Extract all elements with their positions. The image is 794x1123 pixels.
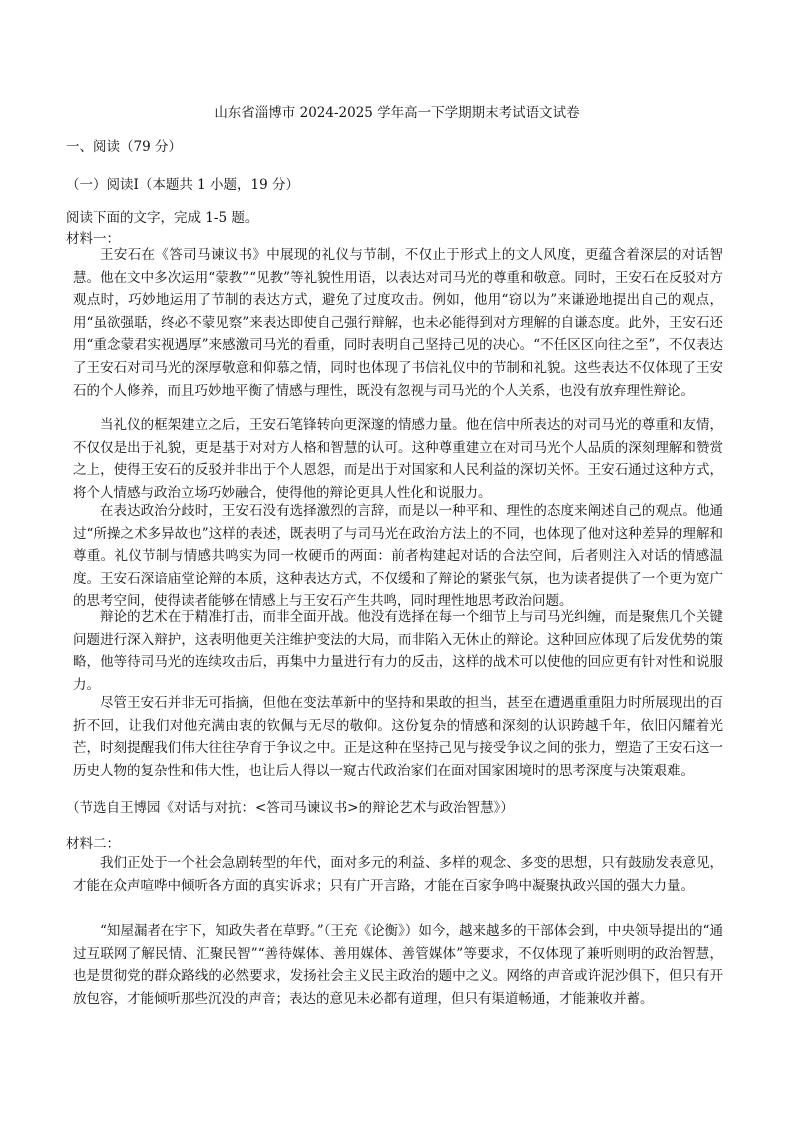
section-heading: 一、阅读（79 分）: [66, 139, 182, 155]
material1-paragraph-3: 在表达政治分歧时，王安石没有选择激烈的言辞，而是以一种平和、理性的态度来阐述自己的观点。他通过“所操之术多异故也”这样的表述，既表明了与司马光在政治方法上的不同，也体现了他对这种差异的理解和尊重。礼仪节制与情感共鸣实为同一枚硬币的两面：前者构建起对话的合法空间，后者则注入对话的情感温度。王安石深谙庙堂论辩的本质，这种表达方式，不仅缓和了辩论的紧张气氛，也为读者提供了一个更为宽广的思考空间，使得读者能够在情感上与王安石产生共鸣，同时理性地思考政治问题。: [73, 503, 723, 610]
instruction-text: 阅读下面的文字，完成 1-5 题。: [66, 210, 259, 226]
material2-paragraph-2: “知屋漏者在宇下，知政失者在草野。”（王充《论衡》）如今，越来越多的干部体会到，中央领导提出的“通过互联网了解民情、汇聚民智”“善待媒体、善用媒体、善管媒体”等要求，不仅体现了兼听则明的政治智慧，也是贯彻党的群众路线的必然要求，发扬社会主义民主政治的题中之义。网络的声音或许泥沙俱下，但只有开放包容，才能倾听那些沉没的声音；表达的意见未必都有道理，但只有渠道畅通，才能兼收并蓄。: [73, 923, 723, 1007]
material2-paragraph-1: 我们正处于一个社会急剧转型的年代，面对多元的利益、多样的观念、多变的思想，只有鼓励发表意见，才能在众声喧哗中倾听各方面的真实诉求；只有广开言路，才能在百家争鸣中凝聚执政兴国的强大力量。: [73, 855, 723, 894]
subsection-heading: （一）阅读Ⅰ（本题共 1 小题，19 分）: [66, 177, 299, 193]
material1-paragraph-5: 尽管王安石并非无可指摘，但他在变法革新中的坚持和果敢的担当，甚至在遭遇重重阻力时所展现出的百折不回，让我们对他充满由衷的钦佩与无尽的敬仰。这份复杂的情感和深刻的认识跨越千年，依旧闪耀着光芒，时刻提醒我们伟大往往孕育于争议之中。正是这种在坚持己见与接受争议之间的张力，塑造了王安石这一历史人物的复杂性和伟大性，也让后人得以一窥古代政治家们在面对国家困境时的思考深度与决策艰难。: [73, 695, 723, 779]
exam-title: 山东省淄博市 2024-2025 学年高一下学期期末考试语文试卷: [214, 105, 580, 121]
material1-paragraph-1: 王安石在《答司马谏议书》中展现的礼仪与节制，不仅止于形式上的文人风度，更蕴含着深层的对话智慧。他在文中多次运用“蒙教”“见教”等礼貌性用语，以表达对司马光的尊重和敬意。同时，王安石在反驳对方观点时，巧妙地运用了节制的表达方式，避免了过度攻击。例如，他用“窃以为”来谦逊地提出自己的观点，用“虽欲强聒，终必不蒙见察”来表达即使自己强行辩解，也未必能得到对方理解的自谦态度。此外，王安石还用“重念蒙君实视遇厚”来感激司马光的看重，同时表明自己坚持己见的决心。“不任区区向往之至”，不仅表达了王安石对司马光的深厚敬意和仰慕之情，同时也体现了书信礼仪中的节制和礼貌。这些表达不仅体现了王安石的个人修养，而且巧妙地平衡了情感与理性，既没有忽视与司马光的个人关系，也没有放弃理性辩论。: [73, 247, 723, 399]
material1-label: 材料一：: [66, 231, 120, 247]
material1-paragraph-4: 辩论的艺术在于精准打击，而非全面开战。他没有选择在每一个细节上与司马光纠缠，而是聚焦几个关键问题进行深入辩护，这表明他更关注维护变法的大局，而非陷入无休止的辩论。这种回应体现了后发优势的策略，他等待司马光的连续攻击后，再集中力量进行有力的反击，这样的战术可以使他的回应更有针对性和说服力。: [73, 609, 723, 693]
material1-paragraph-2: 当礼仪的框架建立之后，王安石笔锋转向更深邃的情感力量。他在信中所表达的对司马光的尊重和友情，不仅仅是出于礼貌，更是基于对对方人格和智慧的认可。这种尊重建立在对司马光个人品质的深刻理解和赞赏之上，使得王安石的反驳并非出于个人恩怨，而是出于对国家和人民利益的深切关怀。王安石通过这种方式，将个人情感与政治立场巧妙融合，使得他的辩论更具人性化和说服力。: [73, 417, 723, 501]
material1-source: （节选自王博园《对话与对抗：<答司马谏议书>的辩论艺术与政治智慧》）: [66, 800, 514, 816]
material2-label: 材料二：: [66, 836, 120, 852]
